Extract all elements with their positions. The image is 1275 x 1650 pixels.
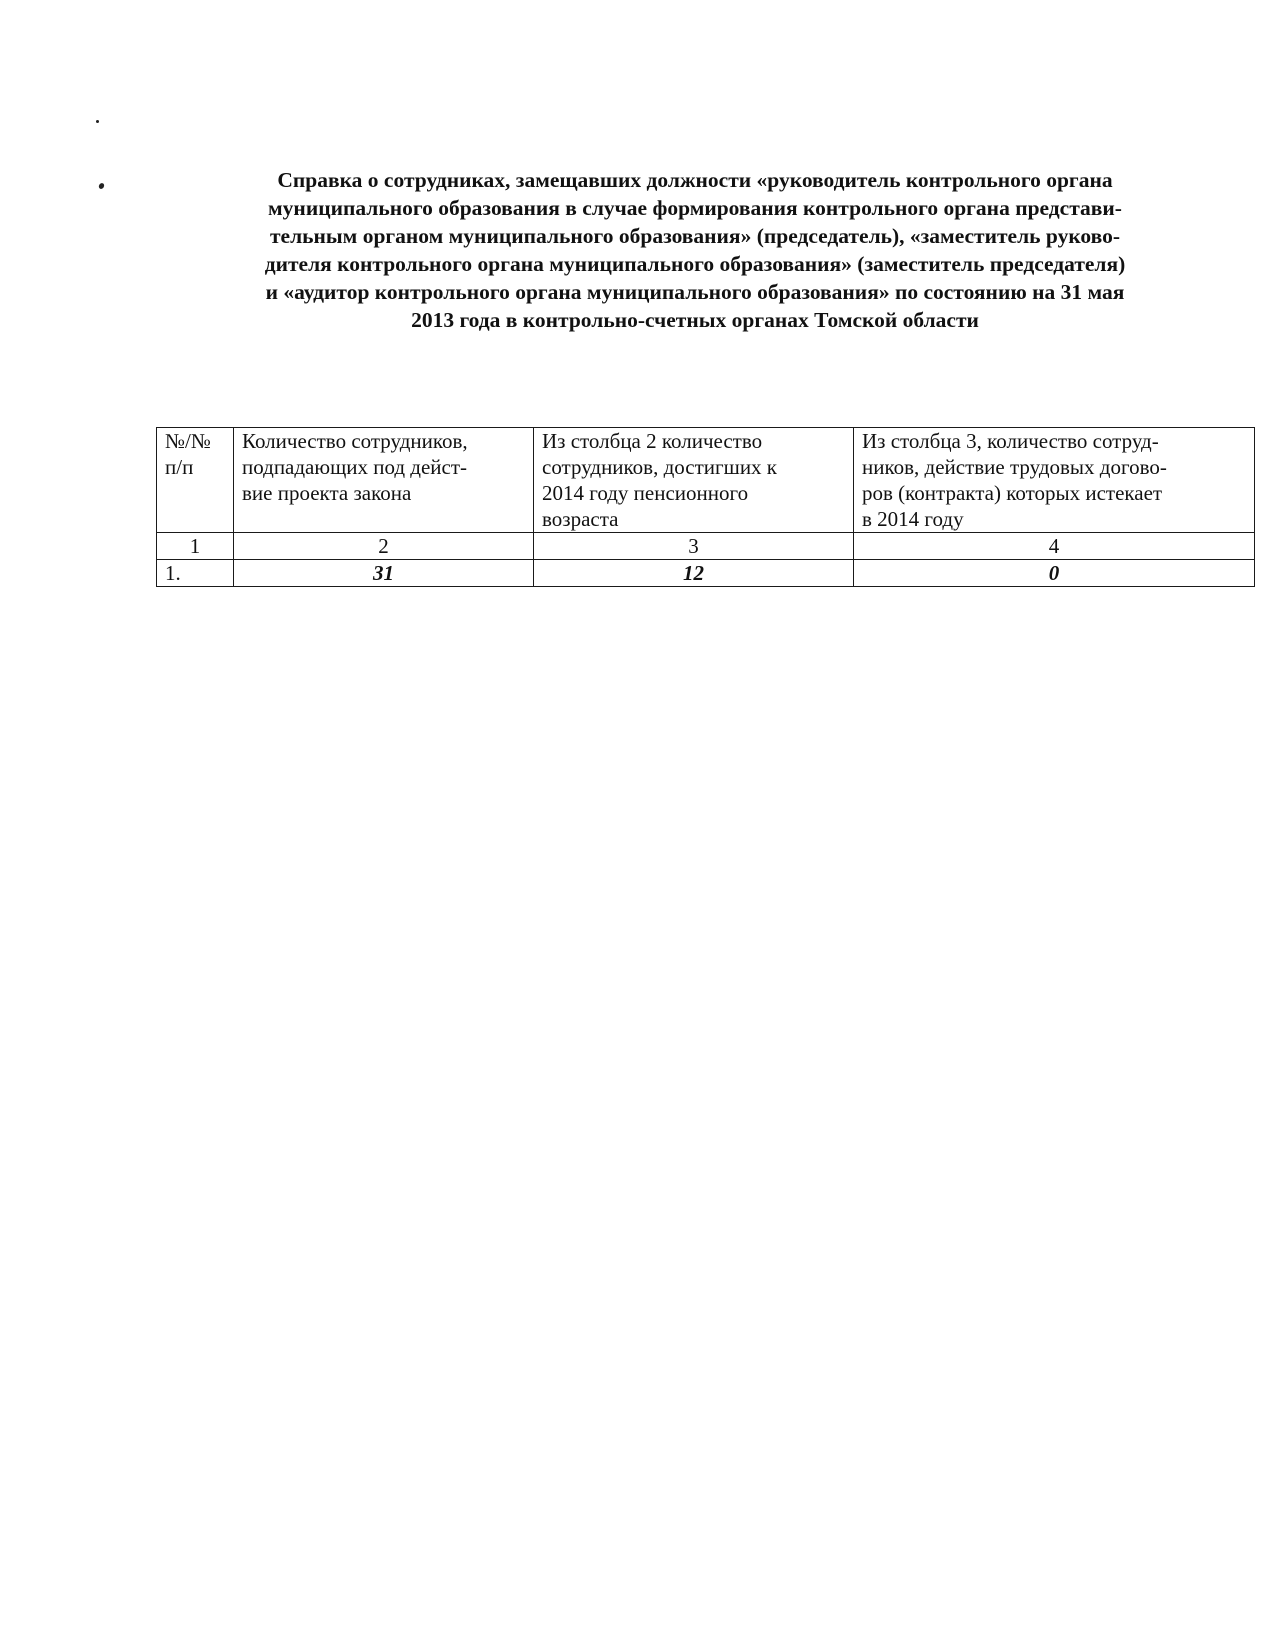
header-line: п/п bbox=[165, 455, 194, 479]
header-line: 2014 году пенсионного bbox=[542, 481, 749, 505]
header-line: возраста bbox=[542, 507, 619, 531]
column-number-row bbox=[157, 533, 1255, 560]
header-cell-contracts-expiring bbox=[854, 428, 1255, 533]
scan-speck bbox=[98, 182, 105, 190]
title-line: и «аудитор контрольного органа муниципального образования» по состоянию на 31 мая bbox=[265, 280, 1125, 304]
employees-count-cell: 31 bbox=[234, 560, 534, 587]
title-line: 2013 года в контрольно-счетных органах Томской области bbox=[411, 308, 979, 332]
header-line: Количество сотрудников, bbox=[242, 429, 468, 453]
header-line: подпадающих под дейст- bbox=[242, 455, 468, 479]
header-line: Из столбца 3, количество сотруд- bbox=[862, 429, 1159, 453]
contracts-expiring-count-cell: 0 bbox=[854, 560, 1255, 587]
header-line: сотрудников, достигших к bbox=[542, 455, 778, 479]
title-line: муниципального образования в случае формирования контрольного органа представи- bbox=[268, 196, 1122, 220]
table-row bbox=[157, 560, 1255, 587]
title-line: Справка о сотрудниках, замещавших должности «руководитель контрольного органа bbox=[277, 168, 1113, 192]
table-header-row bbox=[157, 428, 1255, 533]
column-number-cell: 1 bbox=[157, 533, 234, 560]
header-line: в 2014 году bbox=[862, 507, 964, 531]
column-number-cell: 4 bbox=[854, 533, 1255, 560]
column-number-cell: 2 bbox=[234, 533, 534, 560]
title-line: дителя контрольного органа муниципального образования» (заместитель председателя) bbox=[264, 252, 1126, 276]
column-number-cell: 3 bbox=[534, 533, 854, 560]
header-line: №/№ bbox=[165, 429, 211, 453]
header-cell-pension-age bbox=[534, 428, 854, 533]
scan-speck bbox=[96, 120, 99, 123]
data-table bbox=[156, 427, 1255, 587]
header-cell-index bbox=[157, 428, 234, 533]
row-index-cell: 1. bbox=[157, 560, 234, 587]
header-line: ников, действие трудовых догово- bbox=[862, 455, 1167, 479]
header-cell-employees bbox=[234, 428, 534, 533]
title-line: тельным органом муниципального образования» (председатель), «заместитель руково- bbox=[269, 224, 1121, 248]
header-line: вие проекта закона bbox=[242, 481, 412, 505]
document-title bbox=[190, 166, 1200, 334]
header-line: Из столбца 2 количество bbox=[542, 429, 763, 453]
pension-age-count-cell: 12 bbox=[534, 560, 854, 587]
header-line: ров (контракта) которых истекает bbox=[862, 481, 1163, 505]
